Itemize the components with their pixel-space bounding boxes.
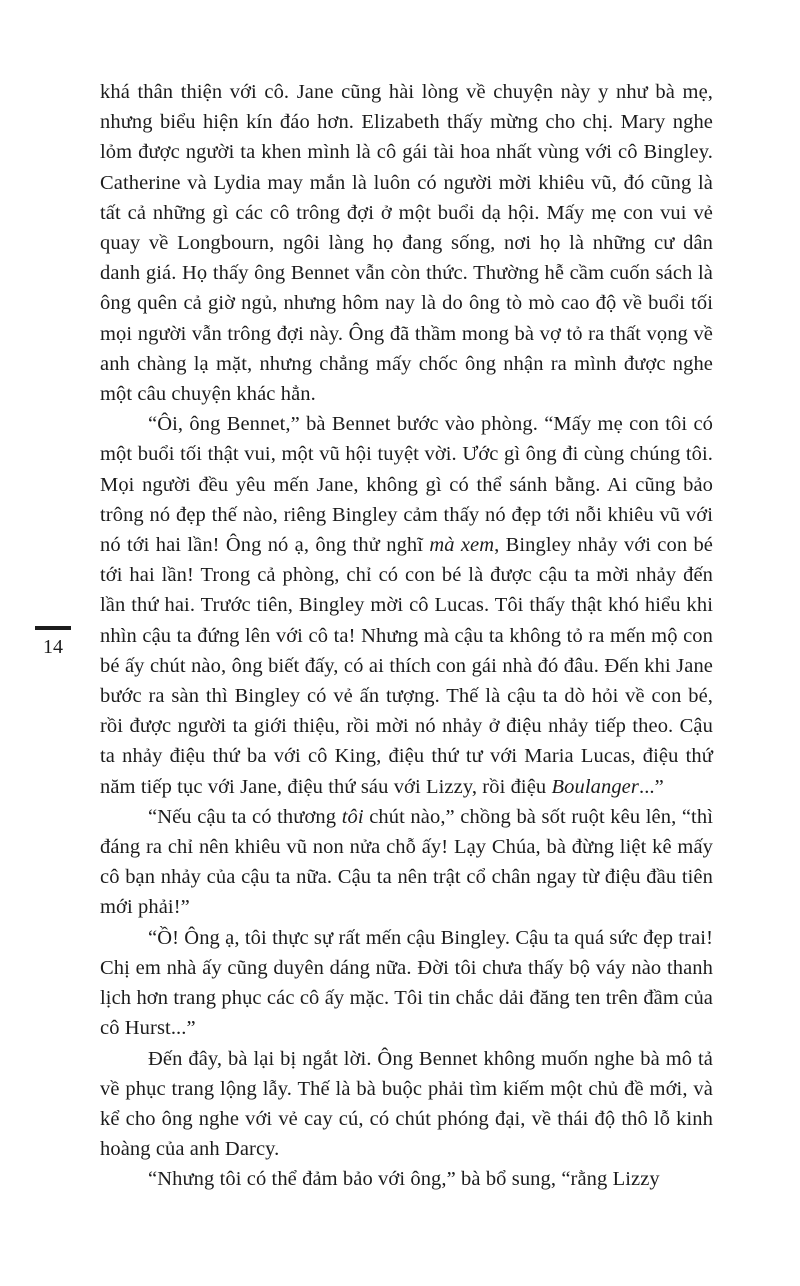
text-run: “Nếu cậu ta có thương [148,805,342,828]
text-run: “Ôi, ông Bennet,” bà Bennet bước vào phòng. “Mấy mẹ con tôi có một buổi tối thật vui, một vũ hội tuyệt vời. Ước gì ông đi cùng chúng tôi. Mọi người đều yêu mến Jane, không gì có thể sánh bằng. Ai cũng bảo trông nó đẹp thế nào, riêng Bingley cảm thấy nó đẹp tới nỗi khiêu vũ với nó tới hai lần! Ông nó ạ, ông thử nghĩ [100,413,713,557]
text-run: , Bingley nhảy với con bé tới hai lần! Trong cả phòng, chỉ có con bé là được cậu ta mời nhảy đến lần thứ hai. Trước tiên, Bingley mời cô Lucas. Tôi thấy thật khó hiểu khi nhìn cậu ta đứng lên với cô ta! Nhưng mà cậu ta không tỏ ra mến mộ con bé ấy chút nào, ông biết đấy, có ai thích con gái nhà đó đâu. Đến khi Jane bước ra sàn thì Bingley có vẻ ấn tượng. Thế là cậu ta dò hỏi về con bé, rồi được người ta giới thiệu, rồi mời nó nhảy ở điệu nhảy tiếp theo. Cậu ta nhảy điệu thứ ba với cô King, điệu thứ tư với Maria Lucas, điệu thứ năm tiếp tục với Jane, điệu thứ sáu với Lizzy, rồi điệu [100,534,713,798]
text-run: ...” [638,775,664,798]
paragraph [100,1044,713,1165]
text-run: chút nào,” chồng bà sốt ruột kêu lên, “thì đáng ra chỉ nên khiêu vũ non nửa chỗ ấy! Lạy Chúa, bà đừng liệt kê mấy cô bạn nhảy của cậu ta nữa. Cậu ta nên trật cổ chân ngay từ điệu đầu tiên mới phải!” [100,805,713,919]
paragraph [100,409,713,802]
italic-text-run: mà xem [429,534,495,557]
page-number: 14 [43,636,63,658]
text-run: “Ồ! Ông ạ, tôi thực sự rất mến cậu Bingley. Cậu ta quá sức đẹp trai! Chị em nhà ấy cũng duyên dáng nữa. Đời tôi chưa thấy bộ váy nào thanh lịch hơn trang phục các cô ấy mặc. Tôi tin chắc dải đăng ten trên đầm của cô Hurst...” [100,926,713,1040]
folio-rule [35,626,71,630]
paragraph [100,77,713,409]
paragraph [100,802,713,923]
page-text [100,77,713,1195]
text-run: khá thân thiện với cô. Jane cũng hài lòng về chuyện này y như bà mẹ, nhưng biểu hiện kín đáo hơn. Elizabeth thấy mừng cho chị. Mary nghe lỏm được người ta khen mình là cô gái tài hoa nhất vùng với cô Bingley. Catherine và Lydia may mắn là luôn có người mời khiêu vũ, đó cũng là tất cả những gì các cô trông đợi ở một buổi dạ hội. Mấy mẹ con vui vẻ quay về Longbourn, ngôi làng họ đang sống, nơi họ là những cư dân danh giá. Họ thấy ông Bennet vẫn còn thức. Thường hễ cầm cuốn sách là ông quên cả giờ ngủ, nhưng hôm nay là do ông tò mò cao độ về buổi tối mọi người vẫn trông đợi này. Ông đã thầm mong bà vợ tỏ ra thất vọng về anh chàng lạ mặt, nhưng chẳng mấy chốc ông nhận ra mình được nghe một câu chuyện khác hẳn. [100,81,713,406]
folio-marker [32,626,74,657]
text-run: Đến đây, bà lại bị ngắt lời. Ông Bennet không muốn nghe bà mô tả về phục trang lộng lẫy. Thế là bà buộc phải tìm kiếm một chủ đề mới, và kể cho ông nghe với vẻ cay cú, có chút phóng đại, về thái độ thô lỗ kinh hoàng của anh Darcy. [100,1047,713,1161]
paragraph [100,923,713,1044]
paragraph [100,1164,713,1194]
italic-text-run: tôi [341,805,364,828]
italic-text-run: Boulanger [551,775,639,798]
text-run: “Nhưng tôi có thể đảm bảo với ông,” bà bổ sung, “rằng Lizzy [148,1168,660,1191]
